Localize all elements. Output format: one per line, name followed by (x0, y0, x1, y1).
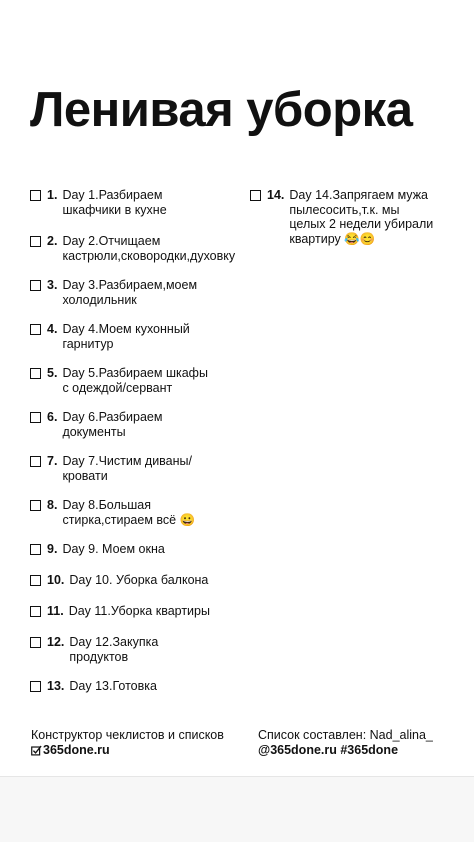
checkbox[interactable] (30, 236, 41, 247)
bottom-band (0, 777, 474, 842)
checklist-item[interactable] (30, 322, 190, 351)
checklist-item[interactable] (30, 278, 197, 307)
checkbox[interactable] (30, 637, 41, 648)
item-text: Day 9. Моем окна (62, 542, 165, 556)
checkbox[interactable] (250, 190, 261, 201)
item-text: Day 3.Разбираем,моем холодильник (62, 278, 198, 307)
checklist-item[interactable] (30, 410, 162, 439)
item-number: 9. (47, 542, 58, 556)
checkbox[interactable] (30, 412, 41, 423)
item-number: 2. (47, 234, 58, 248)
brand-link[interactable] (31, 743, 246, 758)
checklist-item[interactable] (30, 604, 210, 619)
item-text: Day 8.Большая стирка,стираем всё 😀 (62, 498, 196, 527)
checkbox[interactable] (30, 456, 41, 467)
item-number: 13. (47, 679, 65, 693)
checklist-item[interactable] (30, 188, 167, 217)
footer-left (31, 728, 246, 758)
checkbox[interactable] (30, 190, 41, 201)
item-number: 3. (47, 278, 58, 292)
item-number: 7. (47, 454, 58, 468)
item-text: Day 7.Чистим диваны/ кровати (62, 454, 192, 483)
checklist-item[interactable] (250, 188, 433, 246)
item-number: 4. (47, 322, 58, 336)
footer-right (258, 728, 468, 758)
item-text: Day 5.Разбираем шкафы с одеждой/сервант (62, 366, 208, 395)
checklist-item[interactable] (30, 498, 195, 527)
item-text: Day 14.Запрягаем мужа пылесосить,т.к. мы целых 2 недели убирали квартиру 😂😊 (289, 188, 434, 246)
item-number: 5. (47, 366, 58, 380)
item-text: Day 12.Закупка продуктов (69, 635, 159, 664)
item-number: 8. (47, 498, 58, 512)
item-number: 11. (47, 604, 64, 618)
checkbox[interactable] (30, 606, 41, 617)
item-text: Day 1.Разбираем шкафчики в кухне (62, 188, 167, 217)
item-text: Day 10. Уборка балкона (69, 573, 209, 587)
checklist-item[interactable] (30, 366, 208, 395)
constructor-text: Конструктор чеклистов и списков (31, 728, 224, 742)
checkbox[interactable] (30, 544, 41, 555)
checkbox-check-icon (31, 745, 42, 756)
item-text: Day 4.Моем кухонный гарнитур (62, 322, 190, 351)
checkbox[interactable] (30, 324, 41, 335)
checkbox[interactable] (30, 681, 41, 692)
checkbox[interactable] (30, 280, 41, 291)
checklist-item[interactable] (30, 234, 235, 263)
checklist-item[interactable] (30, 542, 165, 557)
item-number: 6. (47, 410, 58, 424)
author-text: Список составлен: Nad_alina_ (258, 728, 433, 742)
item-text: Day 11.Уборка квартиры (68, 604, 210, 618)
item-number: 14. (267, 188, 285, 202)
checkbox[interactable] (30, 575, 41, 586)
checkbox[interactable] (30, 368, 41, 379)
checklist-item[interactable] (30, 679, 157, 694)
checklist-item[interactable] (30, 573, 208, 588)
top-band (0, 0, 474, 60)
item-number: 12. (47, 635, 65, 649)
checklist-item[interactable] (30, 454, 192, 483)
page-title: Ленивая уборка (30, 83, 413, 137)
item-text: Day 2.Отчищаем кастрюли,сковородки,духовку (62, 234, 236, 263)
brand-name: 365done.ru (43, 743, 110, 757)
item-text: Day 13.Готовка (69, 679, 157, 693)
item-number: 1. (47, 188, 58, 202)
checklist-item[interactable] (30, 635, 158, 664)
item-text: Day 6.Разбираем документы (62, 410, 163, 439)
checkbox[interactable] (30, 500, 41, 511)
item-number: 10. (47, 573, 65, 587)
hashtags: @365done.ru #365done (258, 743, 399, 757)
